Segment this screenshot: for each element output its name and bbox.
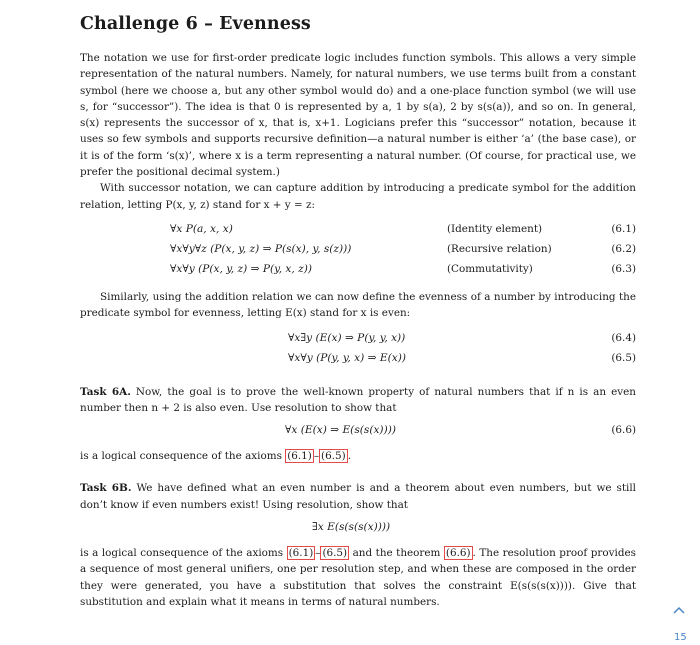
task-6a [80, 384, 636, 465]
range-dash: – [315, 547, 321, 560]
goal-block [80, 519, 636, 539]
equation-reference-link[interactable]: (6.5) [321, 450, 346, 463]
task-label: Task 6A. [80, 385, 131, 398]
document-page [80, 14, 636, 610]
equation-formula: ∃x E(s(s(s(x)))) [312, 521, 391, 534]
equation-reference-link[interactable]: (6.1) [288, 547, 314, 560]
equation-reference-link[interactable]: (6.5) [322, 547, 348, 560]
equation-number: (6.3) [611, 262, 636, 275]
theorem-block [80, 422, 636, 442]
task-6b [80, 480, 636, 610]
task-text: We have defined what an even number is and a theorem about even numbers, but we still don’t know if even numbers exist! Using resolution, show that [80, 482, 637, 511]
equation-reference-link[interactable]: (6.1) [287, 450, 312, 463]
page-number: 15 [674, 632, 687, 643]
equation-formula: ∀x∀y (P(y, y, x) ⇒ E(x)) [288, 351, 406, 364]
task-label: Task 6B. [80, 482, 132, 495]
equation-formula: ∀x P(a, x, x) [170, 222, 233, 235]
equation-6-1 [80, 221, 636, 241]
addition-axioms [80, 221, 636, 281]
equation-formula: ∀x∀y∀z (P(x, y, z) ⇒ P(s(x), y, s(z))) [170, 242, 352, 255]
evenness-axioms [80, 330, 636, 370]
equation-formula: ∀x∃y (E(x) ⇒ P(y, y, x)) [288, 331, 406, 344]
equation-note: (Commutativity) [447, 262, 533, 275]
chevron-up-icon[interactable] [673, 606, 685, 614]
closing-text: . The resolution proof provides a sequence of most general unifiers, one per resolution step, and when these are composed in the order they were generated, you have a substitution that solves the constraint E(s(s(s(x)))). Give that substitution and explain what it means in terms of natural numbers. [80, 547, 636, 608]
equation-formula: ∀x (E(x) ⇒ E(s(s(x)))) [285, 424, 396, 437]
sentence-end: . [347, 450, 351, 463]
equation-6-6 [80, 422, 636, 442]
equation-6-4 [80, 330, 636, 350]
equation-reference-link[interactable]: (6.6) [445, 547, 471, 560]
equation-number: (6.1) [611, 222, 636, 235]
range-dash: – [313, 450, 320, 463]
evenness-paragraph: Similarly, using the addition relation we can now define the evenness of a number by introducing the predicate symbol for evenness, letting E(x) stand for x is even: [80, 290, 636, 320]
equation-number: (6.2) [611, 242, 636, 255]
task-text: Now, the goal is to prove the well-known property of natural numbers that if n is an even number then n + 2 is also even. Use resolution to show that [80, 385, 636, 414]
connector-text: and the theorem [349, 547, 444, 560]
equation-number: (6.5) [611, 351, 636, 364]
goal-formula [80, 519, 636, 539]
equation-note: (Identity element) [447, 222, 543, 235]
equation-note: (Recursive relation) [447, 242, 552, 255]
equation-6-2 [80, 241, 636, 261]
equation-6-3 [80, 261, 636, 281]
equation-6-5 [80, 350, 636, 370]
section-title: Challenge 6 – Evenness [80, 14, 311, 34]
addition-paragraph: With successor notation, we can capture addition by introducing a predicate symbol for the addition relation, letting P(x, y, z) stand for x + y = z: [80, 182, 636, 211]
intro-paragraph: The notation we use for first-order predicate logic includes function symbols. This allows a very simple representation of the natural numbers. Namely, for natural numbers, we use terms built from a constant symbol (here we choose a, but any other symbol would do) and a one-place function symbol (we will use s, for “successor”). The idea is that 0 is represented by a, 1 by s(a), 2 by s(s(a)), and so on. In general, s(x) represents the successor of x, that is, x+1. Logicians prefer this “successor” notation, because it uses so few symbols and supports recursive definition—a natural number is either ‘a’ (the base case), or it is of the form ‘s(x)’, where x is a term representing a natural number. (Of course, for practical use, we prefer the positional decimal system.) [80, 52, 636, 179]
equation-number: (6.4) [611, 331, 636, 344]
consequence-text: is a logical consequence of the axioms [80, 547, 287, 560]
equation-number: (6.6) [611, 424, 636, 437]
consequence-text: is a logical consequence of the axioms [80, 450, 286, 463]
equation-formula: ∀x∀y (P(x, y, z) ⇒ P(y, x, z)) [170, 262, 312, 275]
